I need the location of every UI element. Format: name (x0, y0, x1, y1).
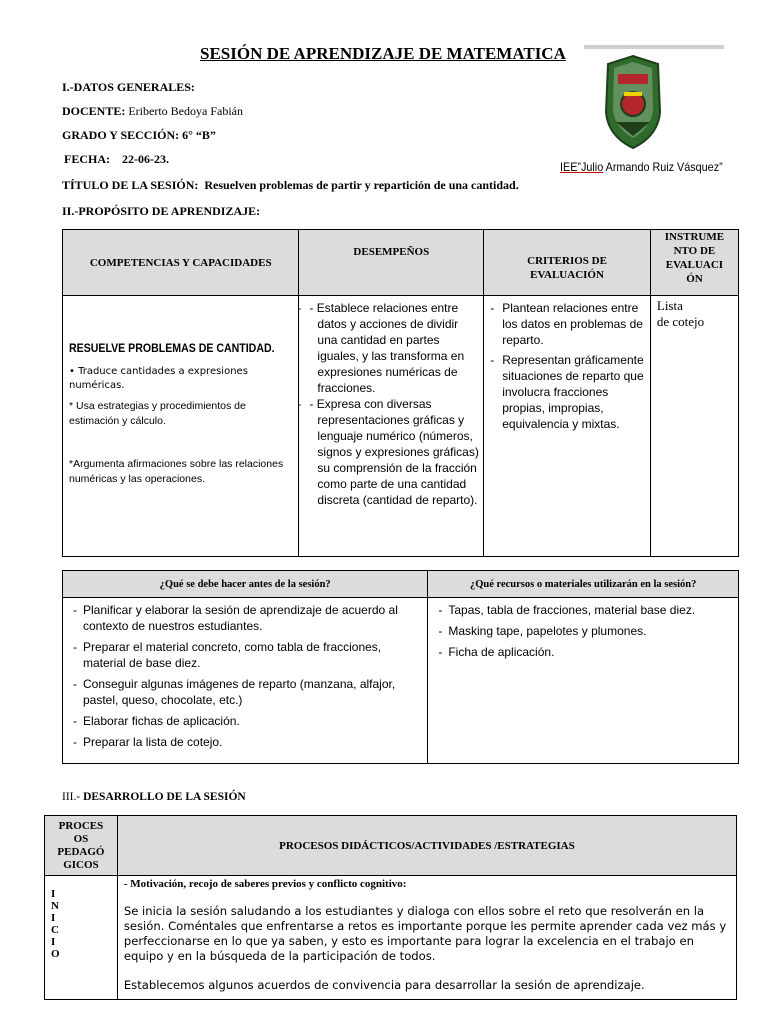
section-3-heading: III.- DESARROLLO DE LA SESIÓN (62, 791, 246, 803)
antes-header: ¿Qué se debe hacer antes de la sesión? (63, 571, 428, 598)
instrumento-header: INSTRUME NTO DE EVALUACI ÓN (650, 230, 738, 296)
school-crest-icon (598, 52, 668, 152)
antes-item: - Conseguir algunas imágenes de reparto (manzana, alfajor, pastel, queso, chocolate, etc.) (69, 676, 423, 708)
criterios-header: CRITERIOS DE EVALUACIÓN (484, 230, 651, 296)
competencia-title: RESUELVE PROBLEMAS DE CANTIDAD. (69, 343, 275, 355)
motivacion-subtitle: - Motivación, recojo de saberes previos y conflicto cognitivo: (123, 878, 407, 890)
inicio-content (117, 876, 736, 1000)
antes-item: - Elaborar fichas de aplicación. (69, 713, 423, 729)
grado-line: GRADO Y SECCIÓN: 6° “B” (62, 128, 216, 142)
procesos-didacticos-header: PROCESOS DIDÁCTICOS/ACTIVIDADES /ESTRATEGIAS (117, 816, 736, 876)
document-title: SESIÓN DE APRENDIZAJE DE MATEMATICA (200, 44, 566, 63)
competencias-cell (63, 296, 299, 557)
desarrollo-table (44, 815, 737, 1000)
header-rule (584, 45, 724, 49)
desempeno-item: - - Expresa con diversas representaciones gráficas y lenguaje numérico (números, signos y expresiones gráficas) su comprensión de la fracción como parte de una cantidad discreta (cantidad de reparto). (301, 396, 479, 508)
inicio-paragraph-2: Establecemos algunos acuerdos de convivencia para desarrollar la sesión de aprendizaje. (123, 978, 645, 992)
recursos-cell (428, 598, 739, 764)
docente-line: DOCENTE: Eriberto Bedoya Fabián (62, 104, 243, 118)
fecha-line: FECHA: 22-06-23. (64, 152, 169, 166)
antes-item: - Preparar el material concreto, como tabla de fracciones, material de base diez. (69, 639, 423, 671)
inicio-paragraph-1: Se inicia la sesión saludando a los estudiantes y dialoga con ellos sobre el reto que resolverán en la sesión. Coméntales que enfrentarse a retos es importante porque les permite aprender cada vez más y perfeccionarse en lo que ya saben, y esto es importante para lograr la excelencia en el trabajo en equipo y en la búsqueda de la participación de todos. (123, 904, 727, 963)
criterio-item: - Plantean relaciones entre los datos en problemas de reparto. (490, 301, 643, 347)
capacidad-2: * Usa estrategias y procedimientos de estimación y cálculo. (69, 400, 246, 427)
titulo-line: TÍTULO DE LA SESIÓN: Resuelven problemas de partir y repartición de una cantidad. (62, 178, 519, 192)
recursos-header: ¿Qué recursos o materiales utilizarán en la sesión? (428, 571, 739, 598)
antes-cell (63, 598, 428, 764)
competencias-table (62, 229, 739, 557)
inicio-label: I N I C I O (45, 876, 118, 1000)
instrumento-cell: Lista de cotejo (650, 296, 738, 557)
criterio-item: - Representan gráficamente situaciones de reparto que involucra fracciones propias, impropias, equivalencia y mixtas. (490, 353, 644, 431)
procesos-pedagogicos-header: PROCES OS PEDAGÓ GICOS (45, 816, 118, 876)
capacidad-3: *Argumenta afirmaciones sobre las relaciones numéricas y las operaciones. (69, 458, 284, 485)
desempeno-item: - - Establece relaciones entre datos y acciones de dividir una cantidad en partes iguales, y las transforma en expresiones numéricas de fracciones. (301, 300, 479, 396)
proposito-heading: II.-PROPÓSITO DE APRENDIZAJE: (62, 204, 261, 218)
antes-item: - Preparar la lista de cotejo. (69, 734, 423, 750)
competencias-header: COMPETENCIAS Y CAPACIDADES (63, 230, 299, 296)
recurso-item: - Masking tape, papelotes y plumones. (434, 623, 734, 639)
antes-item: - Planificar y elaborar la sesión de aprendizaje de acuerdo al contexto de nuestros estudiantes. (69, 602, 423, 634)
desempenos-header: DESEMPEÑOS (299, 230, 484, 296)
criterios-cell (484, 296, 651, 557)
capacidad-1: • Traduce cantidades a expresiones numéricas. (69, 366, 248, 391)
datos-generales-heading: I.-DATOS GENERALES: (62, 80, 195, 94)
school-name: IEE”Julio Armando Ruiz Vásquez” (560, 160, 723, 174)
recurso-item: - Tapas, tabla de fracciones, material base diez. (434, 602, 734, 618)
preparacion-table (62, 570, 739, 764)
desempenos-cell (299, 296, 484, 557)
recurso-item: - Ficha de aplicación. (434, 644, 734, 660)
